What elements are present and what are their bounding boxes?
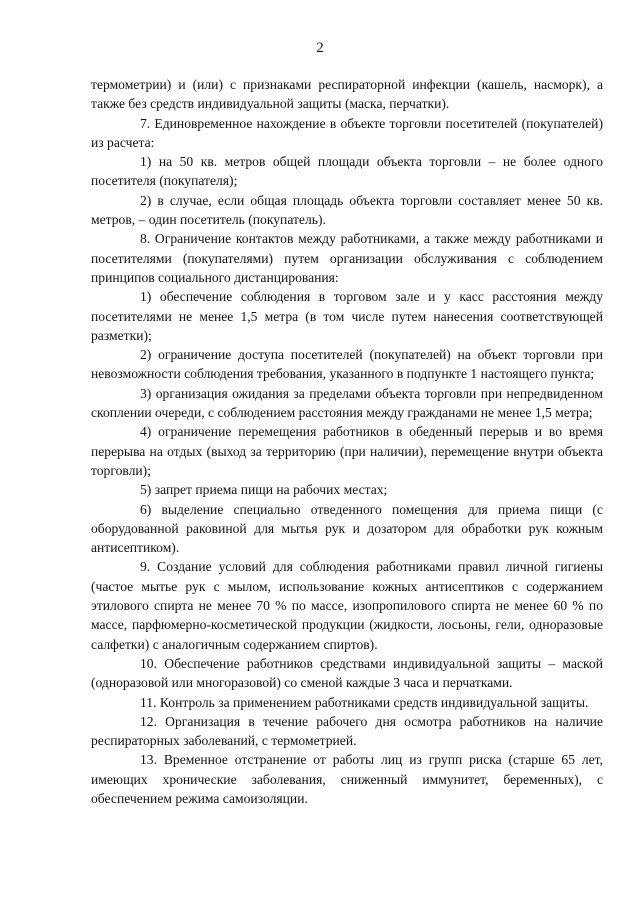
page-number: 2 (316, 40, 324, 56)
paragraph-item-8-5: 5) запрет приема пищи на рабочих местах; (140, 482, 388, 498)
paragraph-item-7-2: 2) в случае, если общая площадь объекта торговли составляет менее 50 кв. метров, – один посетитель (покупатель). (91, 192, 603, 228)
paragraph-item-13: 13. Временное отстранение от работы лиц из групп риска (старше 65 лет, имеющих хронические заболевания, сниженный иммунитет, беременных), с обеспечением режима самоизоляции. (91, 752, 603, 806)
paragraph-item-7: 7. Единовременное нахождение в объекте торговли посетителей (покупателей) из расчета: (91, 115, 603, 150)
document-body (91, 75, 603, 808)
paragraph-item-9: 9. Создание условий для соблюдения работниками правил личной гигиены (частое мытье рук с мылом, использование кожных антисептиков с содержанием этилового спирта не менее 70 % по массе, изопропилового спирта не менее 60 % по массе, парфюмерно-косметической продукции (жидкости, лосьоны, гели, одноразовые салфетки) с аналогичным содержанием спиртов). (91, 559, 603, 652)
paragraph-continuation: термометрии) и (или) с признаками респираторной инфекции (кашель, насморк), а также без средств индивидуальной защиты (маска, перчатки). (91, 77, 603, 112)
paragraph-item-12: 12. Организация в течение рабочего дня осмотра работников на наличие респираторных заболеваний, с термометрией. (91, 713, 603, 749)
paragraph-item-10: 10. Обеспечение работников средствами индивидуальной защиты – маской (одноразовой или многоразовой) со сменой каждые 3 часа и перчатками. (91, 655, 603, 691)
paragraph-item-8-1: 1) обеспечение соблюдения в торговом зале и у касс расстояния между посетителями не менее 1,5 метра (в том числе путем нанесения соответствующей разметки); (91, 289, 603, 343)
paragraph-item-8-2: 2) ограничение доступа посетителей (покупателей) на объект торговли при невозможности соблюдения требования, указанного в подпункте 1 настоящего пункта; (91, 347, 603, 382)
paragraph-item-8-6: 6) выделение специально отведенного помещения для приема пищи (с оборудованной раковиной для мытья рук и дозатором для обработки рук кожным антисептиком). (91, 501, 603, 556)
paragraph-item-7-1: 1) на 50 кв. метров общей площади объекта торговли – не более одного посетителя (покупателя); (91, 154, 603, 189)
paragraph-item-8: 8. Ограничение контактов между работниками, а также между работниками и посетителями (покупателями) путем организации обслуживания с соблюдением принципов социального дистанцирования: (91, 231, 603, 285)
paragraph-item-8-3: 3) организация ожидания за пределами объекта торговли при непредвиденном скоплении очереди, с соблюдением расстояния между гражданами не менее 1,5 метра; (91, 385, 603, 421)
paragraph-item-8-4: 4) ограничение перемещения работников в обеденный перерыв и во время перерыва на отдых (выход за территорию (при наличии), перемещение внутри объекта торговли); (91, 424, 603, 478)
paragraph-item-11: 11. Контроль за применением работниками средств индивидуальной защиты. (140, 694, 589, 710)
